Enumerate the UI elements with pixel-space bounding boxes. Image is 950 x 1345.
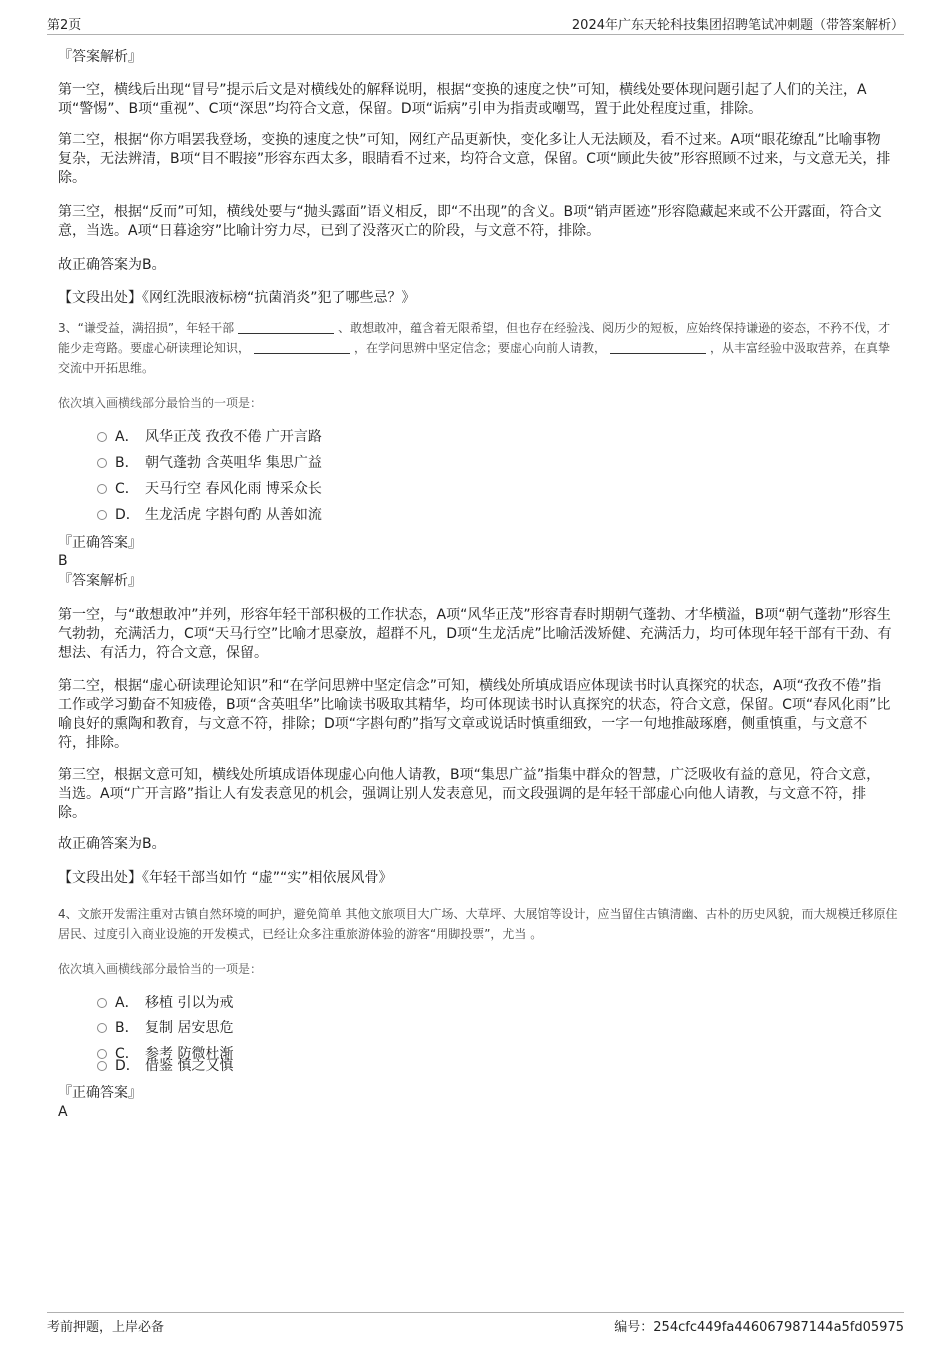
q4-option-c[interactable]: C． 参考 防微杜渐 (97, 1045, 233, 1063)
q4-answer: A (58, 1104, 68, 1120)
radio-icon[interactable] (97, 432, 107, 442)
page-footer (47, 1312, 904, 1337)
q2-analysis-p1: 第一空，横线后出现“冒号”提示后文是对横线处的解释说明，根据“变换的速度之快”可知，横线处要体现问题引起了人们的关注，A项“警惕”、B项“重视”、C项“深思”均符合文意，保留。D项“诟病”引申为指责或嘲骂，置于此处程度过重，排除。 (58, 82, 867, 117)
radio-icon[interactable] (97, 1023, 107, 1033)
q3-analysis-p2: 第二空，根据“虚心研读理论知识”和“在学问思辨中坚定信念”可知，横线处所填成语应体现读书时认真探究的状态，A项“孜孜不倦”指工作或学习勤奋不知疲倦，B项“含英咀华”比喻读书吸取其精华，均可体现读书时认真探究的状态，符合文意，保留。C项“春风化雨”比喻良好的熏陶和教育，与文意不符，排除；D项“字斟句酌”指写文章或说话时慎重细致，一字一句地推敲琢磨，侧重慎重，与文意不符，排除。 (58, 678, 891, 751)
radio-icon[interactable] (97, 510, 107, 520)
q3-instruction: 依次填入画横线部分最恰当的一项是： (58, 396, 263, 410)
q2-analysis-p3: 第三空，根据“反而”可知，横线处要与“抛头露面”语义相反，即“不出现”的含义。B项“销声匿迹”形容隐藏起来或不公开露面，符合文意，当选。A项“日暮途穷”比喻计穷力尽，已到了没落灭亡的阶段，与文意不符，排除。 (58, 204, 882, 239)
q2-source: 【文段出处】《网红洗眼液标榜“抗菌消炎”犯了哪些忌？》 (58, 290, 416, 306)
q3-conclusion: 故正确答案为B。 (58, 836, 166, 852)
q4-option-a[interactable]: A． 移植 引以为戒 (97, 994, 233, 1012)
q3-analysis-p1: 第一空，与“敢想敢冲”并列，形容年轻干部积极的工作状态，A项“风华正茂”形容青春时期朝气蓬勃、才华横溢，B项“朝气蓬勃”形容生气勃勃，充满活力，C项“天马行空”比喻才思豪放，超群不凡，D项“生龙活虎”比喻活泼矫健、充满活力，均可体现年轻干部有干劲、有想法、有活力，符合文意，保留。 (58, 607, 892, 661)
q3-option-a[interactable]: A． 风华正茂 孜孜不倦 广开言路 (97, 428, 322, 446)
blank-3 (610, 341, 706, 354)
q4-answer-label: 『正确答案』 (58, 1085, 142, 1101)
q3-source: 【文段出处】《年轻干部当如竹 “虚”“实”相依展风骨》 (58, 870, 393, 886)
radio-icon[interactable] (97, 484, 107, 494)
q4-stem: 4、文旅开发需注重对古镇自然环境的呵护，避免简单 其他文旅项目大广场、大草坪、大展馆等设计，应当留住古镇清幽、古朴的历史风貌，而大规模迁移原住居民、过度引入商业设施的开发模式，已经让众多注重旅游体验的游客“用脚投票”，尤当 。 (58, 907, 898, 941)
blank-2 (254, 341, 350, 354)
q3-answer: B (58, 553, 68, 569)
page-number: 第2页 (47, 18, 82, 33)
radio-icon[interactable] (97, 998, 107, 1008)
q3-analysis-label: 『答案解析』 (58, 573, 142, 589)
q3-option-c[interactable]: C． 天马行空 春风化雨 博采众长 (97, 480, 322, 498)
document-code: 编号：254cfc449fa446067987144a5fd05975 (614, 1320, 904, 1335)
document-title: 2024年广东天轮科技集团招聘笔试冲刺题（带答案解析） (571, 18, 904, 33)
q3-option-b[interactable]: B． 朝气蓬勃 含英咀华 集思广益 (97, 454, 322, 472)
radio-icon[interactable] (97, 458, 107, 468)
q4-option-d[interactable]: D． 借鉴 慎之又慎 (97, 1057, 233, 1075)
q2-conclusion: 故正确答案为B。 (58, 257, 166, 273)
blank-1 (238, 321, 334, 334)
q3-answer-label: 『正确答案』 (58, 535, 142, 551)
q4-instruction: 依次填入画横线部分最恰当的一项是： (58, 962, 263, 976)
q3-analysis-p3: 第三空，根据文意可知，横线处所填成语体现虚心向他人请教，B项“集思广益”指集中群众的智慧，广泛吸收有益的意见，符合文意，当选。A项“广开言路”指让人有发表意见的机会，强调让别人发表意见，而文段强调的是年轻干部虚心向他人请教，与文意不符，排除。 (58, 767, 881, 821)
q4-option-b[interactable]: B． 复制 居安思危 (97, 1019, 233, 1037)
page-header (47, 12, 904, 35)
radio-icon[interactable] (97, 1061, 107, 1071)
q2-analysis-p2: 第二空，根据“你方唱罢我登场，变换的速度之快”可知，网红产品更新快，变化多让人无法顾及，看不过来。A项“眼花缭乱”比喻事物复杂，无法辨清，B项“目不暇接”形容东西太多，眼睛看不过来，均符合文意，保留。C项“顾此失彼”形容照顾不过来，与文意无关，排除。 (58, 132, 891, 186)
q2-analysis-label: 『答案解析』 (58, 49, 142, 65)
footer-slogan: 考前押题，上岸必备 (47, 1320, 165, 1335)
q3-stem: 3、“谦受益，满招损”，年轻干部 、敢想敢冲，蕴含着无限希望，但也存在经验浅、阅历少的短板，应始终保持谦逊的姿态，不矜不伐，才能少走弯路。要虚心研读理论知识， ，在学问思辨中坚定信念；要虚心向前人请教， ，从丰富经验中汲取营养，在真挚交流中开拓思维。 (58, 321, 891, 375)
q3-option-d[interactable]: D． 生龙活虎 字斟句酌 从善如流 (97, 506, 322, 524)
